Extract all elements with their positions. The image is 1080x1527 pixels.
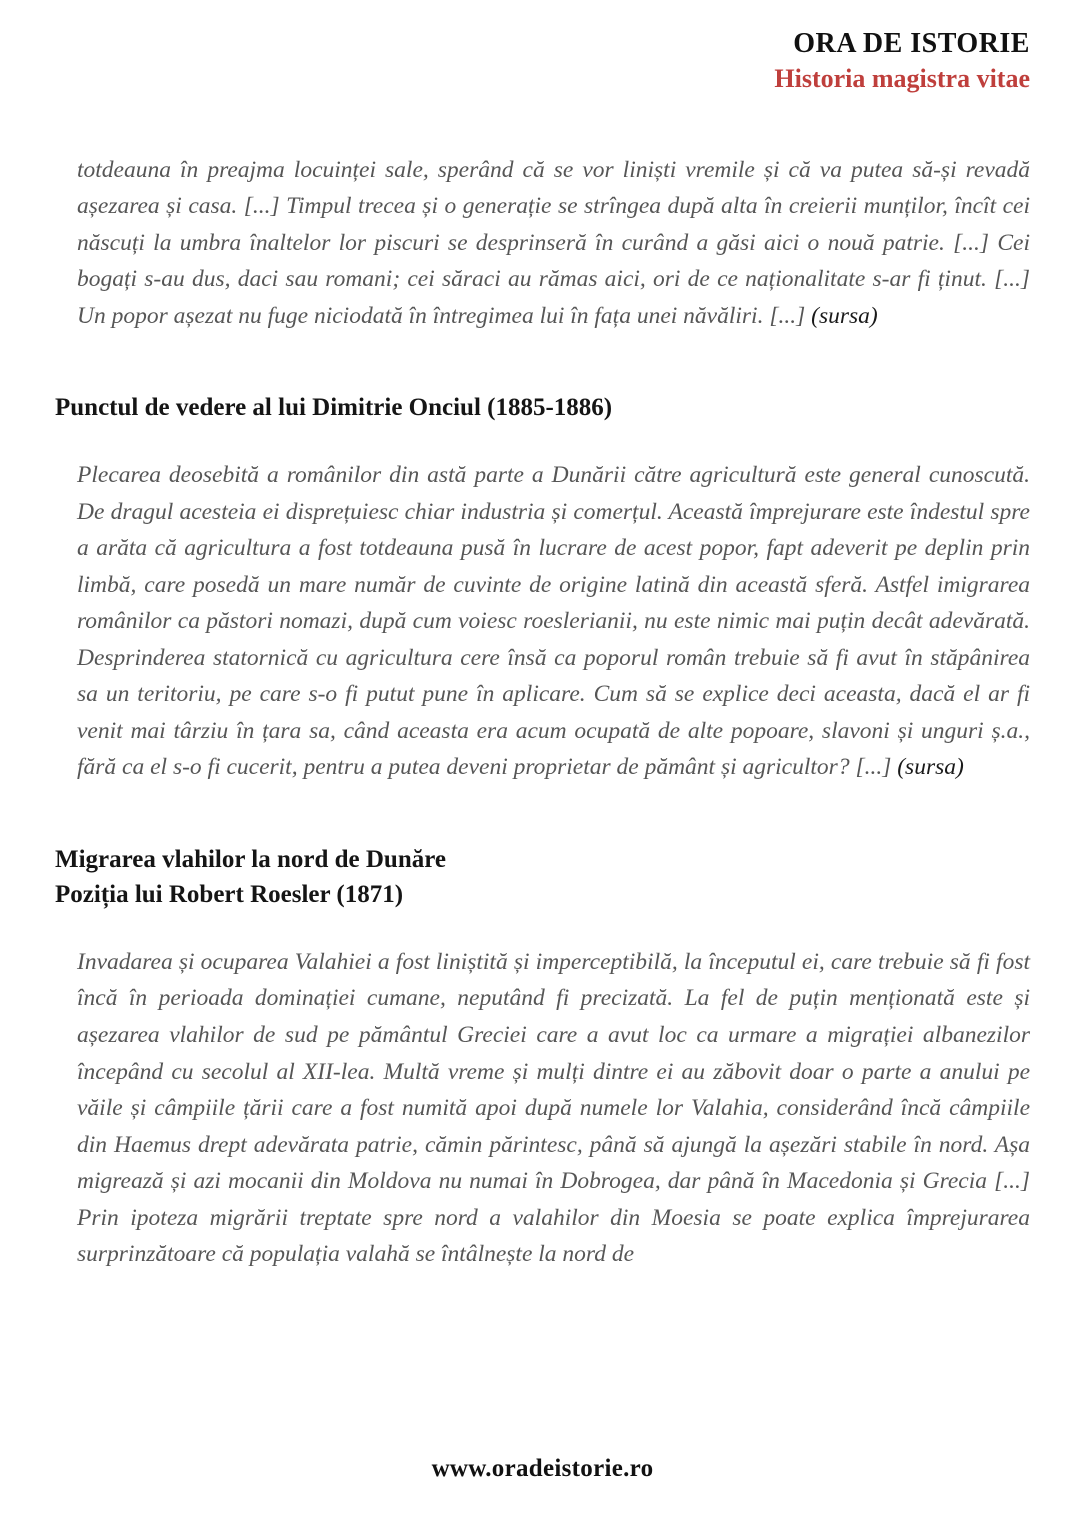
site-title: ORA DE ISTORIE <box>793 28 1030 59</box>
site-motto: Historia magistra vitae <box>774 64 1030 93</box>
quote-text: Plecarea deosebită a românilor din astă parte a Dunării către agricultură este general cunoscută. De dragul acesteia ei disprețuiesc chiar industria și comerțul. Această împrejurare este îndestul spre a arăta că agricultura a fost totdeauna pusă în lucrare de acest popor, fapt adeverit pe deplin prin limbă, care posedă un mare număr de cuvinte de origine latină din această sferă. Astfel imigrarea românilor ca păstori nomazi, după cum voiesc roeslerianii, nu este nimic mai puțin decât adevărată. Desprinderea statornică cu agricultura cere însă ca poporul român trebuie să fi avut în stăpânirea sa un teritoriu, pe care s-o fi putut pune în aplicare. Cum să se explice deci aceasta, dacă el ar fi venit mai târziu în țara sa, când aceasta era acum ocupată de alte popoare, slavoni și unguri ș.a., fără ca el s-o fi cucerit, pentru a putea deveni proprietar de pământ și agricultor? [...] <box>77 462 1030 781</box>
section-heading-roesler <box>55 842 1030 912</box>
quote-text: Invadarea și ocuparea Valahiei a fost liniștită și imperceptibilă, la începutul ei, care trebuie să fi fost încă în perioada dominației cumane, neputând fi precizată. La fel de puțin menționată este și așezarea vlahilor de sud pe pământul Greciei care a avut loc ca urmare a migrației albanezilor începând cu secolul al XII-lea. Multă vreme și mulți dintre ei au zăbovit doar o parte a anului pe văile și câmpiile țării care a fost numită apoi după numele lor Valahia, considerând încă câmpiile din Haemus drept adevărata patrie, cămin părintesc, până să ajungă la așezări stabile în nord. Așa migrează și azi mocanii din Moldova nu numai în Dobrogea, dar până în Macedonia și Grecia [...] Prin ipoteza migrării treptate spre nord a valahilor din Moesia se poate explica împrejurarea surprinzătoare că populația valahă se întâlnește la nord de <box>77 948 1030 1268</box>
quote-paragraph-continuation <box>77 152 1030 335</box>
source-link[interactable]: (sursa) <box>897 754 964 781</box>
page-header <box>55 26 1030 96</box>
quote-paragraph-roesler <box>77 944 1030 1273</box>
quote-paragraph-onciul <box>77 457 1030 786</box>
footer-url: www.oradeistorie.ro <box>431 1455 654 1482</box>
section-heading-onciul: Punctul de vedere al lui Dimitrie Onciul (1885-1886) <box>55 394 613 422</box>
quote-text: totdeauna în preajma locuinței sale, sperând că se vor liniști vremile și că va putea să-și revadă așezarea și casa. [...] Timpul trecea și o generație se strîngea după alta în creierii munților, încît cei născuți la umbra înaltelor lor piscuri se desprinseră în curând a găsi aici o nouă patrie. [...] Cei bogați s-au dus, daci sau romani; cei săraci au rămas aici, ori de ce naționalitate s-ar fi ținut. [...] Un popor așezat nu fuge niciodată în întregimea lui în fața unei năvăliri. [...] <box>77 156 1030 329</box>
source-link[interactable]: (sursa) <box>811 302 878 329</box>
section-heading-roesler-line1: Migrarea vlahilor la nord de Dunăre <box>55 845 446 873</box>
section-heading-roesler-line2: Poziția lui Robert Roesler (1871) <box>55 880 404 908</box>
